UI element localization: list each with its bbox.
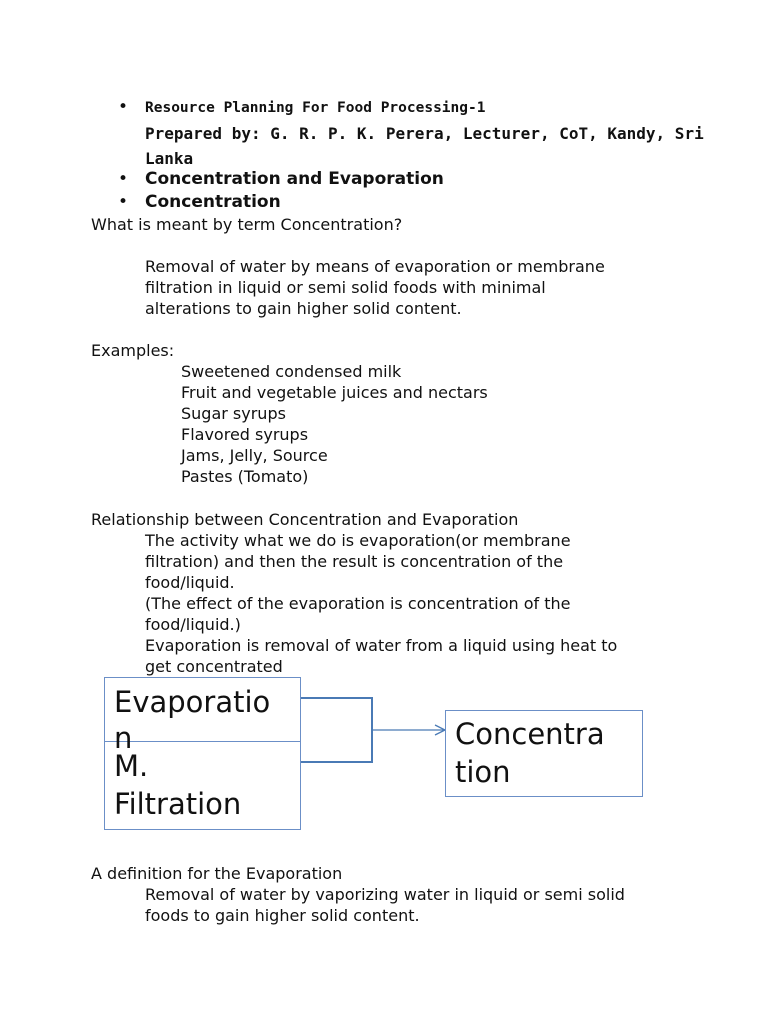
evaporation-label-line1: Evaporatio [114, 685, 271, 719]
definition-line: filtration in liquid or semi solid foods with minimal [145, 278, 546, 297]
relationship-heading: Relationship between Concentration and Evaporation [91, 510, 519, 529]
evaporation-def-heading: A definition for the Evaporation [91, 864, 343, 883]
relationship-line: food/liquid. [145, 573, 235, 592]
examples-label: Examples: [91, 341, 175, 360]
document-title: Resource Planning For Food Processing-1 [145, 100, 486, 116]
concentration-label-line1: Concentra [455, 717, 605, 751]
definition-line: Removal of water by means of evaporation or membrane [145, 257, 605, 276]
example-item: Jams, Jelly, Source [181, 446, 328, 465]
relationship-line: The activity what we do is evaporation(or membrane [145, 531, 571, 550]
definition-line: alterations to gain higher solid content. [145, 299, 462, 318]
bullet-dot: • [118, 169, 129, 189]
bullet-text: Concentration and Evaporation [145, 169, 444, 189]
filtration-label-line1: M. [114, 749, 149, 783]
example-item: Flavored syrups [181, 425, 309, 444]
example-item: Pastes (Tomato) [181, 467, 309, 486]
relationship-line: get concentrated [145, 657, 283, 676]
bullet-dot: • [118, 192, 129, 212]
evaporation-def-line: foods to gain higher solid content. [145, 906, 420, 925]
relationship-line: filtration) and then the result is concentration of the [145, 552, 564, 571]
bullet-text: Concentration [145, 192, 281, 212]
concentration-label-line2: tion [455, 755, 511, 789]
relationship-line: Evaporation is removal of water from a liquid using heat to [145, 636, 618, 655]
bullet-dot: • [118, 97, 129, 117]
prepared-by-line1: Prepared by: G. R. P. K. Perera, Lecturer, CoT, Kandy, Sri [145, 124, 704, 143]
relationship-line: (The effect of the evaporation is concentration of the [145, 594, 571, 613]
question-text: What is meant by term Concentration? [91, 215, 403, 234]
example-item: Fruit and vegetable juices and nectars [181, 383, 488, 402]
evaporation-def-line: Removal of water by vaporizing water in liquid or semi solid [145, 885, 625, 904]
connector-line [300, 698, 372, 762]
relationship-line: food/liquid.) [145, 615, 241, 634]
prepared-by-line2: Lanka [145, 149, 194, 168]
evaporation-label-line2: n [114, 721, 133, 755]
filtration-label-line2: Filtration [114, 787, 242, 821]
example-item: Sugar syrups [181, 404, 286, 423]
example-item: Sweetened condensed milk [181, 362, 402, 381]
